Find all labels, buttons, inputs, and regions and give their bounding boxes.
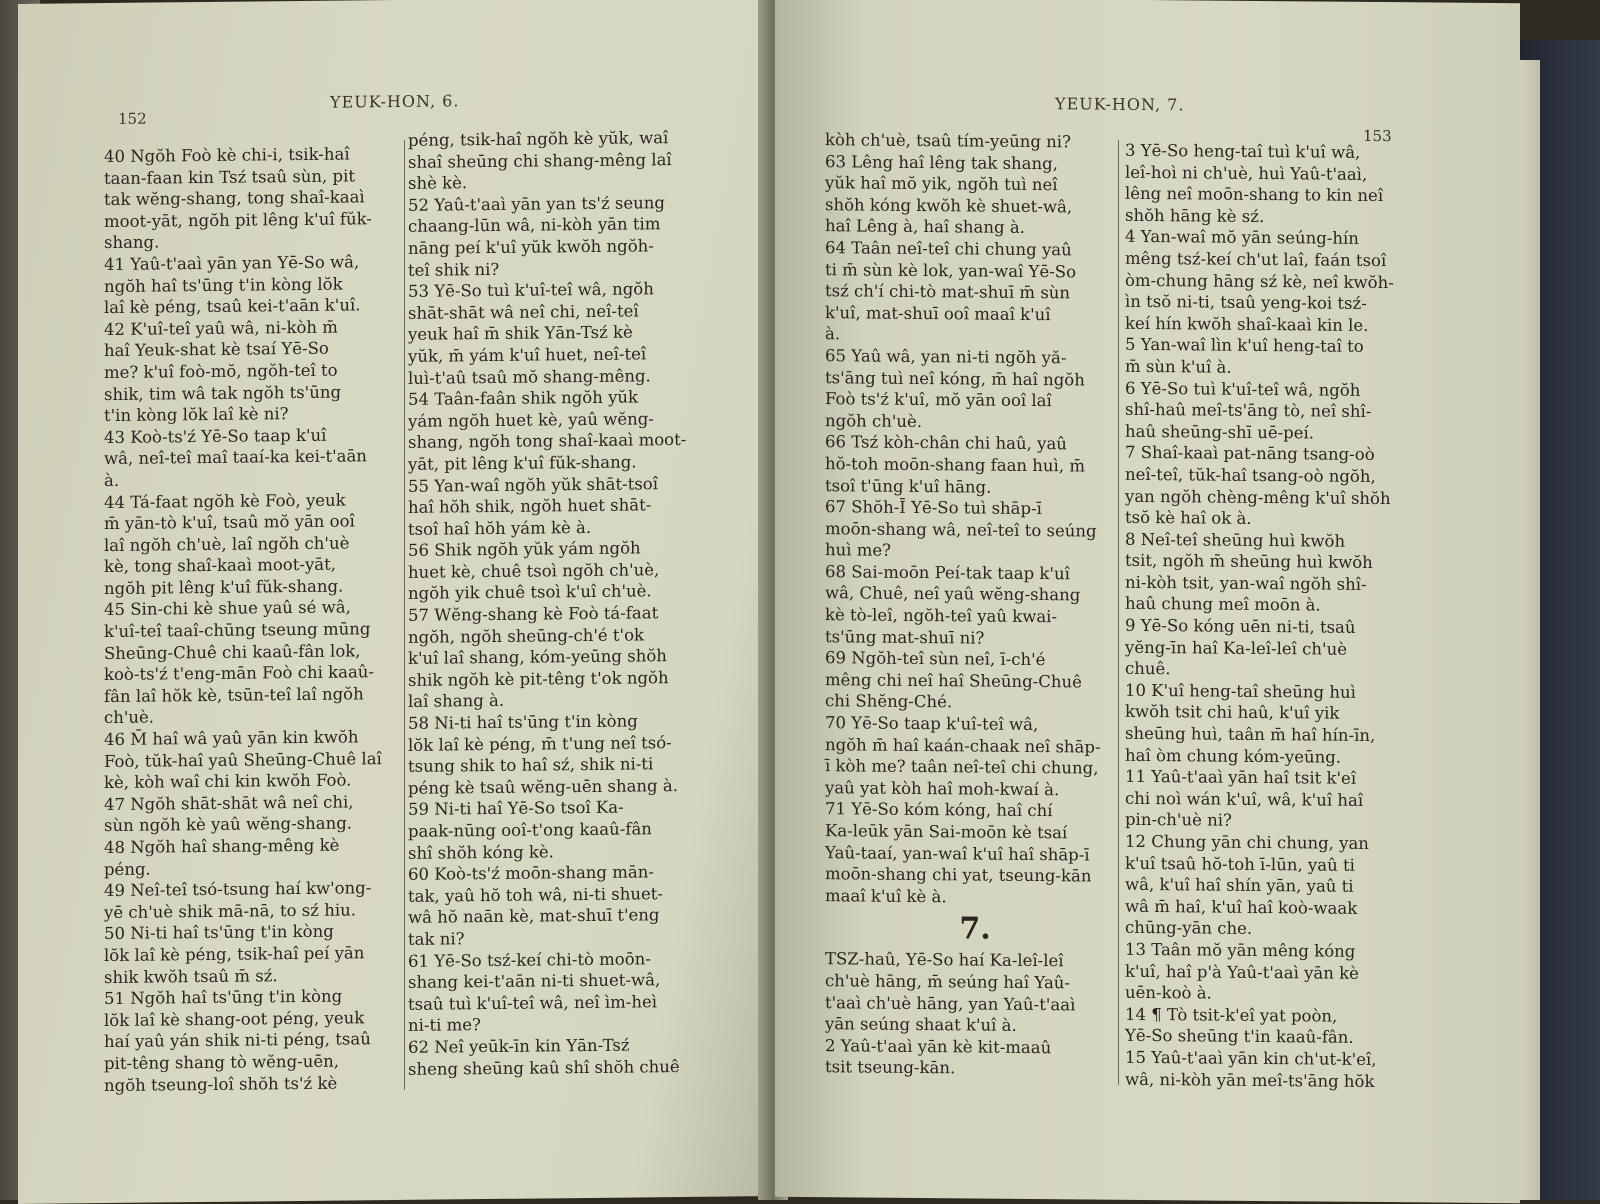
text-line: nāng peí k'uî yŭk kwŏh ngŏh- [408,236,654,258]
text-line: tsŏ kè haî ok à. [1125,507,1252,529]
running-head: YEUK-HON, 7. [1055,94,1185,115]
text-line: tsź ch'í chi-tò mat-shuī m̄ sùn [825,281,1071,303]
chapter-number: 7. [959,911,991,948]
text-line: shāt-shāt wâ neî chi, neî-teî [408,301,639,323]
text-line: chi Shĕng-Ché. [825,691,953,712]
text-line: moōn-shang wâ, neî-teî to seúng [825,518,1097,541]
text-line: kè, tong shaî-kaaì moot-yāt, [104,554,336,577]
text-line: 64 Taân neî-teî chi chung yaû [825,238,1072,260]
text-line: wâ, ni-kòh yān meî-ts'āng hŏk [1125,1069,1375,1091]
text-line: 70 Yē-So taap k'uî-teî wâ, [825,713,1039,735]
page-number: 153 [1363,126,1392,146]
text-line: 58 Ni-ti haî ts'ūng t'in kòng [408,711,638,733]
text-line: pin-ch'uè ni? [1125,810,1232,831]
text-line: yē ch'uè shik mā-nā, to sź hiu. [104,900,356,922]
text-line: shang, ngŏh tong shaî-kaaì moot- [408,430,687,453]
text-line: wâ m̄ haî, k'uî haî koò-waak [1125,896,1358,918]
text-line: 41 Yaû-t'aaì yān yan Yē-So wâ, [104,252,360,275]
left-page [18,0,773,1204]
text-line: Foò, tŭk-haî yaû Sheūng-Chuê laî [104,748,382,771]
text-line: ni-kòh tsit, yan-waî ngŏh shî- [1125,572,1367,594]
text-line: yan ngŏh chèng-mêng k'uî shŏh [1125,486,1391,508]
text-line: ngŏh pit lêng k'uî fŭk-shang. [104,576,344,598]
text-column-right [1125,140,1425,1093]
text-line: shik, tim wâ tak ngŏh ts'ūng [104,382,342,404]
text-line: kòh ch'uè, tsaû tím-yeūng ni? [825,130,1071,152]
text-line: 10 K'uî heng-taî sheūng huì [1125,680,1356,702]
text-line: 44 Tá-faat ngŏh kè Foò, yeuk [104,490,346,512]
text-line: mêng tsź-keí ch'ut laî, faán tsoî [1125,248,1387,271]
text-line: 47 Ngŏh shāt-shāt wâ neî chi, [104,792,354,814]
text-line: sheng sheūng kaû shî shŏh chuê [408,1056,680,1079]
text-line: tsit tseung-kān. [825,1057,956,1078]
text-line: 69 Ngŏh-teî sùn neî, ī-ch'é [825,648,1046,670]
text-line: kè tò-leî, ngŏh-teî yaû kwai- [825,605,1058,627]
text-line: laî ngŏh ch'uè, laî ngŏh ch'uè [104,533,350,555]
text-line: taan-faan kin Tsź tsaû sùn, pit [104,166,356,188]
text-line: mêng chi neî haî Sheūng-Chuê [825,670,1082,692]
text-line: ngŏh yik chuê tsoì k'uî ch'uè. [408,581,652,604]
text-line: kè, kòh waî chi kin kwŏh Foò. [104,770,352,793]
text-line: péng. [104,859,151,879]
text-line: maaî k'uî kè à. [825,885,947,907]
text-line: haû sheūng-shī uē-peí. [1125,421,1315,443]
text-line: t'in kòng lŏk laî kè ni? [104,404,289,426]
text-line: wâ, Chuê, neî yaû wĕng-shang [825,583,1081,605]
text-line: 63 Lêng haî lêng tak shang, [825,151,1058,173]
text-line: 71 Yē-So kóm kóng, haî chí [825,799,1053,821]
text-line: 3 Yē-So heng-taî tuì k'uî wâ, [1125,140,1361,162]
text-line: 11 Yaû-t'aaì yān haî tsit k'eî [1125,767,1357,789]
text-line: ngŏh, ngŏh sheūng-ch'é t'ok [408,625,644,647]
text-line: shè kè. [408,173,468,194]
text-line: laî shang à. [408,691,505,712]
text-line: tsit, ngŏh m̄ sheūng huì kwŏh [1125,551,1373,573]
text-line: chaang-lūn wâ, ni-kòh yān tim [408,214,661,237]
text-line: chuê. [1125,659,1171,679]
text-line: k'uî, haî p'à Yaû-t'aaì yān kè [1125,961,1359,983]
text-line: yŭk, m̄ yám k'uî huet, neî-teî [408,344,647,366]
text-line: yāt, pit lêng k'uî fŭk-shang. [408,452,637,474]
text-line: shŏh hāng kè sź. [1125,205,1265,226]
text-line: 62 Neî yeūk-īn kin Yān-Tsź [408,1035,630,1057]
text-column-right [408,127,728,1080]
running-head: YEUK-HON, 6. [330,91,460,112]
text-line: neî-teî, tŭk-haî tsang-oò ngŏh, [1125,464,1376,486]
text-line: Ka-leūk yān Sai-moōn kè tsaí [825,821,1068,843]
text-line: shî shŏh kóng kè. [408,841,554,863]
text-line: 4 Yan-waî mŏ yān seúng-hín [1125,227,1359,249]
text-line: 50 Ni-ti haî ts'ūng t'in kòng [104,922,334,944]
text-line: Yaû-taaí, yan-waî k'uî haî shāp-ī [825,842,1090,865]
text-line: 40 Ngŏh Foò kè chi-i, tsik-haî [104,144,350,167]
text-line: shang. [104,232,160,253]
text-line: haî Yeuk-shat kè tsaí Yē-So [104,339,329,361]
text-line: m̄ sùn k'uî à. [1125,356,1232,377]
text-line: 13 Taân mŏ yān mêng kóng [1125,939,1356,961]
right-page [775,0,1520,1203]
text-line: haí yaû yán shik ni-ti péng, tsaû [104,1029,371,1052]
text-line: 45 Sin-chi kè shue yaû sé wâ, [104,597,351,620]
text-line: 67 Shŏh-Ī Yē-So tuì shāp-ī [825,497,1042,519]
text-line: haû chung meî moōn à. [1125,594,1321,615]
text-line: tsoî t'ūng k'uî hāng. [825,475,992,497]
text-line: ngŏh tseung-loî shŏh ts'ź kè [104,1073,338,1095]
text-line: k'uî-teî taaî-chūng tseung mūng [104,619,371,642]
text-line: 66 Tsź kòh-chân chi haû, yaû [825,432,1067,454]
text-line: luì-t'aû tsaû mŏ shang-mêng. [408,365,651,388]
text-line: lŏk laî kè péng, m̄ t'ung neî tsó- [408,732,672,755]
text-line: teî shik ni? [408,259,500,280]
text-line: òm-chung hāng sź kè, neî kwŏh- [1125,270,1394,292]
text-line: 12 Chung yān chi chung, yan [1125,831,1369,853]
text-line: yŭk haî mŏ yik, ngŏh tuì neî [825,173,1058,195]
text-line: péng kè tsaû wĕng-uēn shang à. [408,775,678,798]
text-line: 65 Yaû wâ, yan ni-ti ngŏh yă- [825,346,1067,368]
text-line: shaî sheūng chi shang-mêng laî [408,149,672,172]
text-line: 49 Neî-teî tsó-tsung haí kw'ong- [104,878,372,901]
text-line: 46 M̄ haî wâ yaû yān kin kwŏh [104,727,359,750]
text-column-left [104,143,399,1096]
text-line: 60 Koò-ts'ź moōn-shang mān- [408,862,654,885]
text-line: paak-nūng ooî-t'ong kaaû-fân [408,819,652,841]
text-line: 42 K'uî-teî yaû wâ, ni-kòh m̄ [104,317,338,339]
text-line: haî òm chung kóm-yeūng. [1125,745,1342,767]
text-line: yám ngŏh huet kè, yaû wĕng- [408,409,654,431]
text-line: 6 Yē-So tuì k'uî-teî wâ, ngŏh [1125,378,1361,400]
text-line: 8 Neî-teî sheūng huì kwŏh [1125,529,1346,551]
text-line: 59 Ni-ti haî Yē-So tsoî Ka- [408,798,624,820]
text-line: shang kei-t'aān ni-ti shuet-wâ, [408,970,661,993]
text-line: huet kè, chuê tsoì ngŏh ch'uè, [408,560,660,582]
text-line: t'aaì ch'uè hāng, yan Yaû-t'aaì [825,992,1076,1014]
text-line: haî hŏh shik, ngŏh huet shāt- [408,495,652,517]
text-line: kwŏh tsit chi haû, k'uî yik [1125,702,1340,724]
text-line: huì me? [825,540,892,561]
text-line: ngŏh m̄ haî kaán-chaak neî shāp- [825,734,1101,757]
text-line: 51 Ngŏh haî ts'ūng t'in kòng [104,986,343,1009]
text-line: 57 Wĕng-shang kè Foò tá-faat [408,603,659,625]
text-line: ti m̄ sùn kè lok, yan-waî Yē-So [825,259,1077,281]
text-line: hŏ-toh moōn-shang faan huì, m̄ [825,454,1085,476]
text-line: péng, tsik-haî ngŏh kè yŭk, waî [408,128,669,150]
text-line: yĕng-īn haî Ka-leî-leî ch'uè [1125,637,1347,659]
text-column-left [825,129,1125,1081]
text-line: tsoî haî hŏh yám kè à. [408,517,592,539]
text-line: à. [104,470,120,490]
text-line: sùn ngŏh kè yaû wĕng-shang. [104,813,353,836]
text-line: moot-yāt, ngŏh pit lêng k'uî fŭk- [104,209,372,231]
text-line: keí hín kwŏh shaî-kaaì kin le. [1125,313,1369,335]
text-line: 7 Shaî-kaaì pat-nāng tsang-oò [1125,443,1375,465]
text-line: k'uî tsaû hŏ-toh ī-lūn, yaû ti [1125,853,1355,875]
text-line: tak ni? [408,929,465,949]
text-line: shik ngŏh kè pit-têng t'ok ngŏh [408,667,669,690]
text-line: shŏh kóng kwŏh kè shuet-wâ, [825,194,1073,217]
text-line: uēn-koò à. [1125,982,1212,1003]
text-line: shî-haû meî-ts'āng tò, neî shî- [1125,399,1372,422]
text-line: chūng-yān che. [1125,918,1253,939]
text-line: 14 ¶ Tò tsit-k'eî yat poòn, [1125,1004,1338,1026]
text-line: ni-ti me? [408,1015,481,1036]
text-line: fân laî hŏk kè, tsūn-teî laî ngŏh [104,684,364,706]
text-line: 9 Yē-So kóng uēn ni-ti, tsaû [1125,615,1356,637]
text-line: 55 Yan-waî ngŏh yŭk shāt-tsoî [408,473,659,496]
text-line: wâ, k'uî haî shín yān, yaû ti [1125,874,1354,896]
text-line: tsung shik to haî sź, shik ni-ti [408,754,654,777]
text-line: lêng neî moōn-shang to kin neî [1125,183,1384,206]
text-line: tsaû tuì k'uî-teî wâ, neî ìm-heì [408,992,658,1014]
text-line: m̄ yān-tò k'uî, tsaû mŏ yān ooî [104,511,355,534]
text-line: tak, yaû hŏ toh wâ, ni-ti shuet- [408,883,664,906]
text-line: sheūng huì, taân m̄ haî hín-īn, [1125,723,1376,746]
text-line: haî Lêng à, haî shang à. [825,216,1025,238]
text-line: koò-ts'ź t'eng-mān Foò chi kaaû- [104,662,374,685]
text-line: ts'āng tuì neî kóng, m̄ haî ngŏh [825,367,1085,389]
text-line: ch'uè. [104,707,155,728]
text-line: 5 Yan-waî lìn k'uî heng-taî to [1125,335,1364,357]
text-line: ngŏh ch'uè. [825,410,923,431]
text-line: 61 Yē-So tsź-keí chi-tò moōn- [408,948,651,971]
text-line: 2 Yaû-t'aaì yān kè kit-maaû [825,1035,1052,1057]
text-line: yaû yat kòh haî moh-kwaí à. [825,777,1060,800]
text-line: 43 Koò-ts'ź Yē-So taap k'uî [104,425,327,447]
text-line: wâ, neî-teî maî taaí-ka kei-t'aān [104,446,367,469]
text-line: shik kwŏh tsaû m̄ sź. [104,965,278,987]
text-line: moōn-shang chi yat, tseung-kān [825,864,1092,886]
text-line: Foò ts'ź k'uî, mŏ yān ooî laî [825,389,1052,411]
text-line: tak wĕng-shang, tong shaî-kaaì [104,187,365,210]
page-number: 152 [118,109,147,128]
text-line: Yē-So sheūng t'in kaaû-fân. [1125,1026,1354,1048]
text-line: 53 Yē-So tuì k'uî-teî wâ, ngŏh [408,279,654,302]
text-line: k'uî, mat-shuī ooî maaî k'uî [825,302,1051,324]
text-line: ìn tsŏ ni-ti, tsaû yeng-koi tsź- [1125,291,1367,314]
text-line: chi noì wán k'uî, wâ, k'uî haî [1125,788,1364,810]
text-line: 56 Shik ngŏh yŭk yám ngŏh [408,538,641,561]
text-line: laî kè péng, tsaû kei-t'aān k'uî. [104,295,361,318]
text-line: 15 Yaû-t'aaì yān kin ch'ut-k'eî, [1125,1047,1377,1069]
text-line: à. [825,324,841,344]
column-rule [1118,140,1119,1085]
text-line: pit-têng shang tò wĕng-uēn, [104,1051,339,1073]
text-line: 68 Sai-moōn Peí-tak taap k'uî [825,562,1070,584]
text-line: wâ hŏ naān kè, mat-shuī t'eng [408,905,660,928]
text-line: TSZ-haû, Yē-So haí Ka-leî-leî [825,949,1064,971]
text-line: ch'uè hāng, m̄ seúng haî Yaû- [825,971,1071,993]
column-rule [404,140,405,1090]
text-line: ī kòh me? taân neî-teî chi chung, [825,756,1099,778]
text-line: k'uî laî shang, kóm-yeūng shŏh [408,646,667,669]
text-line: yān seúng shaat k'uî à. [825,1014,1017,1036]
text-line: yeuk haî m̄ shik Yān-Tsź kè [408,322,633,345]
text-line: leî-hoì ni ch'uè, huì Yaû-t'aaì, [1125,162,1368,184]
text-line: 54 Taân-faân shik ngŏh yŭk [408,387,639,409]
text-line: lŏk laî kè péng, tsik-haî peí yān [104,943,365,966]
text-line: ngŏh haî ts'ūng t'in kòng lŏk [104,274,343,296]
text-line: 48 Ngŏh haî shang-mêng kè [104,835,340,858]
text-line: me? k'uî foò-mŏ, ngŏh-teî to [104,360,338,382]
text-line: ts'ūng mat-shuī ni? [825,626,985,648]
text-line: Sheūng-Chuê chi kaaû-fân lok, [104,641,361,663]
text-line: lŏk laî kè shang-oot péng, yeuk [104,1008,365,1030]
text-line: 52 Yaû-t'aaì yān yan ts'ź seung [408,192,665,215]
